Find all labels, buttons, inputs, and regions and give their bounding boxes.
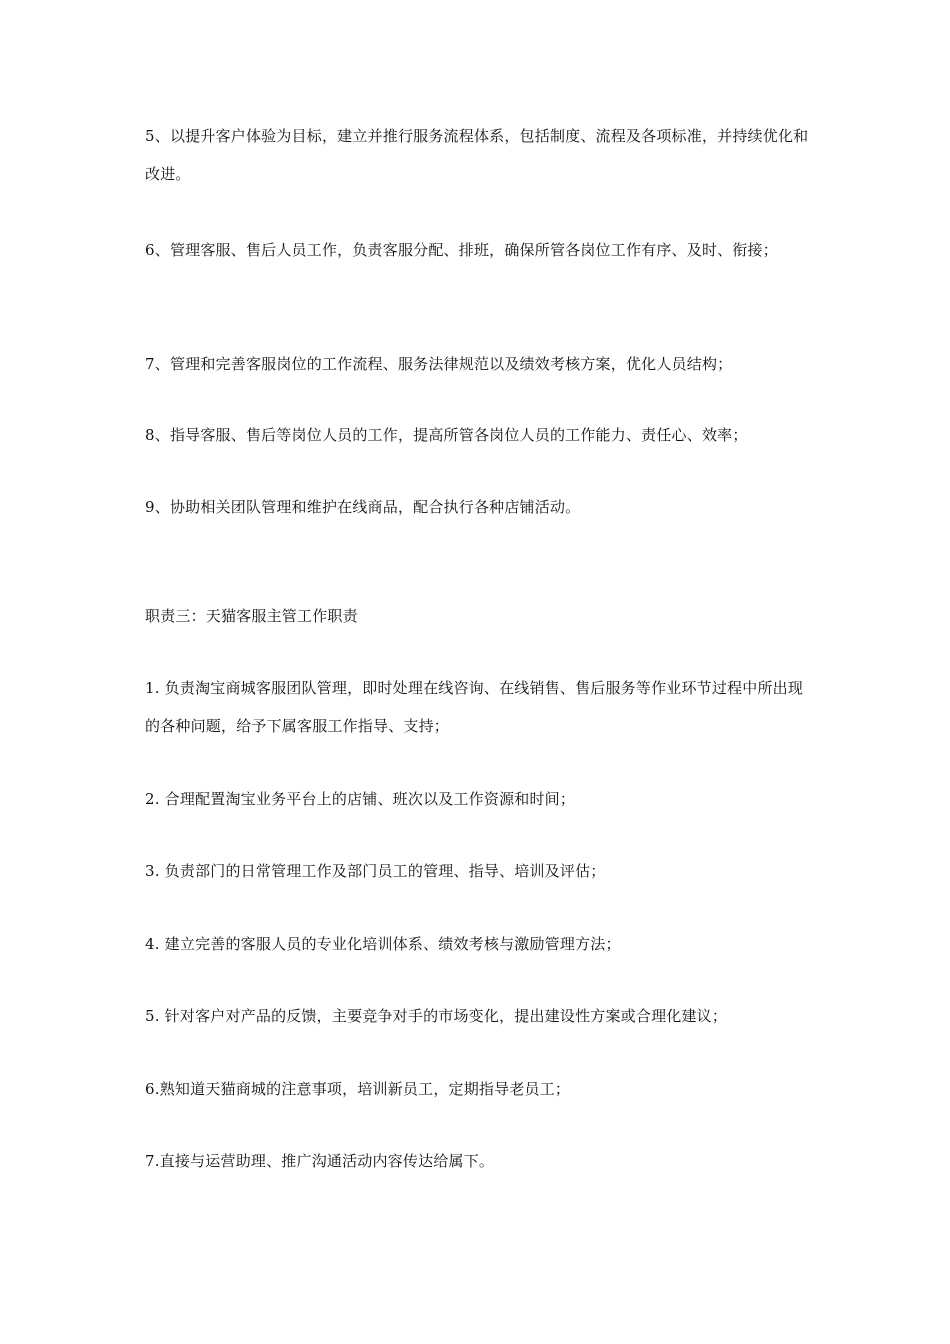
- list-item: 7.直接与运营助理、推广沟通活动内容传达给属下。: [145, 1152, 495, 1170]
- list-item: 2. 合理配置淘宝业务平台上的店铺、班次以及工作资源和时间；: [145, 790, 576, 808]
- list-item: 4. 建立完善的客服人员的专业化培训体系、绩效考核与激励管理方法；: [145, 935, 621, 953]
- list-item: 6.熟知道天猫商城的注意事项，培训新员工，定期指导老员工；: [145, 1080, 571, 1098]
- list-item: 3. 负责部门的日常管理工作及部门员工的管理、指导、培训及评估；: [145, 862, 606, 880]
- list-item: 8、指导客服、售后等岗位人员的工作，提高所管各岗位人员的工作能力、责任心、效率；: [145, 426, 748, 444]
- section-heading: 职责三：天猫客服主管工作职责: [145, 607, 358, 625]
- list-item: 1. 负责淘宝商城客服团队管理，即时处理在线咨询、在线销售、售后服务等作业环节过程中所出现的各种问题，给予下属客服工作指导、支持；: [145, 679, 804, 735]
- list-item: 7、管理和完善客服岗位的工作流程、服务法律规范以及绩效考核方案，优化人员结构；: [145, 355, 733, 373]
- list-item: 6、管理客服、售后人员工作，负责客服分配、排班，确保所管各岗位工作有序、及时、衔接；: [145, 241, 778, 259]
- list-item: 5. 针对客户对产品的反馈，主要竞争对手的市场变化，提出建设性方案或合理化建议；: [145, 1007, 728, 1025]
- list-item: 5、以提升客户体验为目标，建立并推行服务流程体系，包括制度、流程及各项标准，并持续优化和改进。: [145, 127, 809, 183]
- list-item: 9、协助相关团队管理和维护在线商品，配合执行各种店铺活动。: [145, 498, 581, 516]
